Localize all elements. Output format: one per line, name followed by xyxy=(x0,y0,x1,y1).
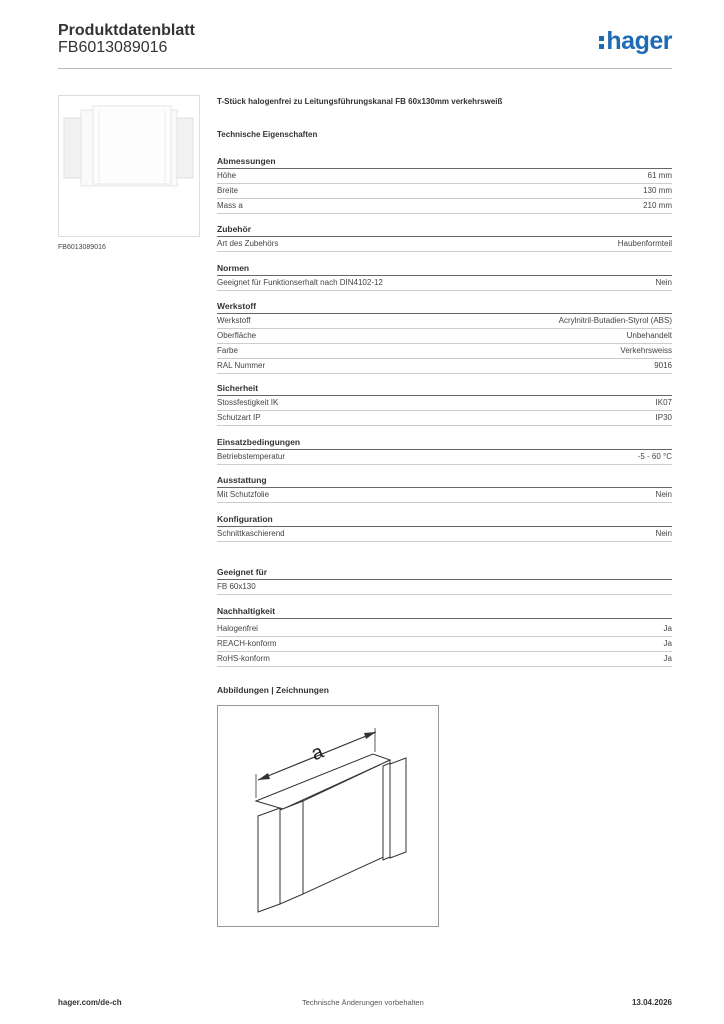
spec-row xyxy=(217,359,672,374)
header-divider xyxy=(58,68,672,69)
spec-label: Halogenfrei xyxy=(217,624,258,633)
spec-value: Nein xyxy=(655,529,672,538)
spec-value: Nein xyxy=(655,490,672,499)
hager-logo[interactable] xyxy=(599,27,672,56)
spec-label: Mit Schutzfolie xyxy=(217,490,270,499)
spec-label: Farbe xyxy=(217,346,238,355)
spec-label: FB 60x130 xyxy=(217,582,256,591)
spec-label: RAL Nummer xyxy=(217,361,266,370)
spec-row xyxy=(217,396,672,411)
spec-label: Art des Zubehörs xyxy=(217,239,279,248)
spec-value: Ja xyxy=(663,624,672,633)
section-title-werkstoff: Werkstoff xyxy=(217,301,672,314)
spec-label: Stossfestigkeit IK xyxy=(217,398,279,407)
spec-label: Schutzart IP xyxy=(217,413,261,422)
section-title-drawings: Abbildungen | Zeichnungen xyxy=(217,685,329,695)
spec-row xyxy=(217,450,672,465)
spec-label: Mass a xyxy=(217,201,243,210)
spec-row xyxy=(217,237,672,252)
section-title-abmessungen: Abmessungen xyxy=(217,156,672,169)
spec-value: Unbehandelt xyxy=(626,331,672,340)
spec-row xyxy=(217,411,672,426)
section-title-geeignet-fuer: Geeignet für xyxy=(217,567,672,580)
spec-row xyxy=(217,652,672,667)
spec-label: Höhe xyxy=(217,171,237,180)
spec-value: Acrylnitril-Butadien-Styrol (ABS) xyxy=(558,316,672,325)
spec-row xyxy=(217,580,672,595)
spec-row xyxy=(217,314,672,329)
section-title-nachhaltigkeit: Nachhaltigkeit xyxy=(217,606,672,619)
page-title: Produktdatenblatt xyxy=(58,22,195,39)
spec-label: Schnittkaschierend xyxy=(217,529,285,538)
spec-value: 61 mm xyxy=(647,171,672,180)
spec-value: Verkehrsweiss xyxy=(620,346,672,355)
spec-row xyxy=(217,329,672,344)
footer-date: 13.04.2026 xyxy=(631,998,672,1007)
technical-properties-heading: Technische Eigenschaften xyxy=(217,130,318,139)
spec-value: Haubenformteil xyxy=(617,239,672,248)
footer-disclaimer: Technische Änderungen vorbehalten xyxy=(302,998,424,1007)
spec-row xyxy=(217,276,672,291)
dimension-label-a: a xyxy=(308,740,327,766)
t-piece-drawing-icon xyxy=(218,706,438,926)
section-title-zubehoer: Zubehör xyxy=(217,224,672,237)
spec-label: Geeignet für Funktionserhalt nach DIN4102-12 xyxy=(217,278,383,287)
product-title: T-Stück halogenfrei zu Leitungsführungskanal FB 60x130mm verkehrsweiß xyxy=(217,97,503,106)
product-image xyxy=(58,95,200,237)
spec-value: 9016 xyxy=(654,361,672,370)
section-title-normen: Normen xyxy=(217,263,672,276)
spec-row xyxy=(217,637,672,652)
logo-text: hager xyxy=(606,27,672,55)
spec-row xyxy=(217,527,672,542)
spec-label: RoHS-konform xyxy=(217,654,270,663)
spec-value: 210 mm xyxy=(643,201,672,210)
section-title-konfiguration: Konfiguration xyxy=(217,514,672,527)
footer-website-link[interactable]: hager.com/de-ch xyxy=(58,998,122,1007)
section-title-einsatzbedingungen: Einsatzbedingungen xyxy=(217,437,672,450)
spec-row xyxy=(217,344,672,359)
spec-value: 130 mm xyxy=(643,186,672,195)
section-title-sicherheit: Sicherheit xyxy=(217,383,672,396)
spec-row xyxy=(217,169,672,184)
spec-row xyxy=(217,622,672,637)
logo-dots-icon xyxy=(599,33,604,52)
spec-value: Ja xyxy=(663,639,672,648)
product-number: FB6013089016 xyxy=(58,39,168,56)
spec-label: Breite xyxy=(217,186,238,195)
spec-row xyxy=(217,184,672,199)
spec-value: Ja xyxy=(663,654,672,663)
image-caption: FB6013089016 xyxy=(58,244,106,251)
spec-label: Betriebstemperatur xyxy=(217,452,286,461)
spec-value: Nein xyxy=(655,278,672,287)
spec-label: Werkstoff xyxy=(217,316,251,325)
spec-label: Oberfläche xyxy=(217,331,257,340)
spec-value: IK07 xyxy=(655,398,672,407)
spec-row xyxy=(217,488,672,503)
technical-drawing xyxy=(217,705,439,927)
section-title-ausstattung: Ausstattung xyxy=(217,475,672,488)
spec-row xyxy=(217,199,672,214)
spec-value: -5 - 60 °C xyxy=(637,452,672,461)
product-photo-icon xyxy=(59,96,199,236)
spec-label: REACH-konform xyxy=(217,639,277,648)
spec-value: IP30 xyxy=(655,413,672,422)
